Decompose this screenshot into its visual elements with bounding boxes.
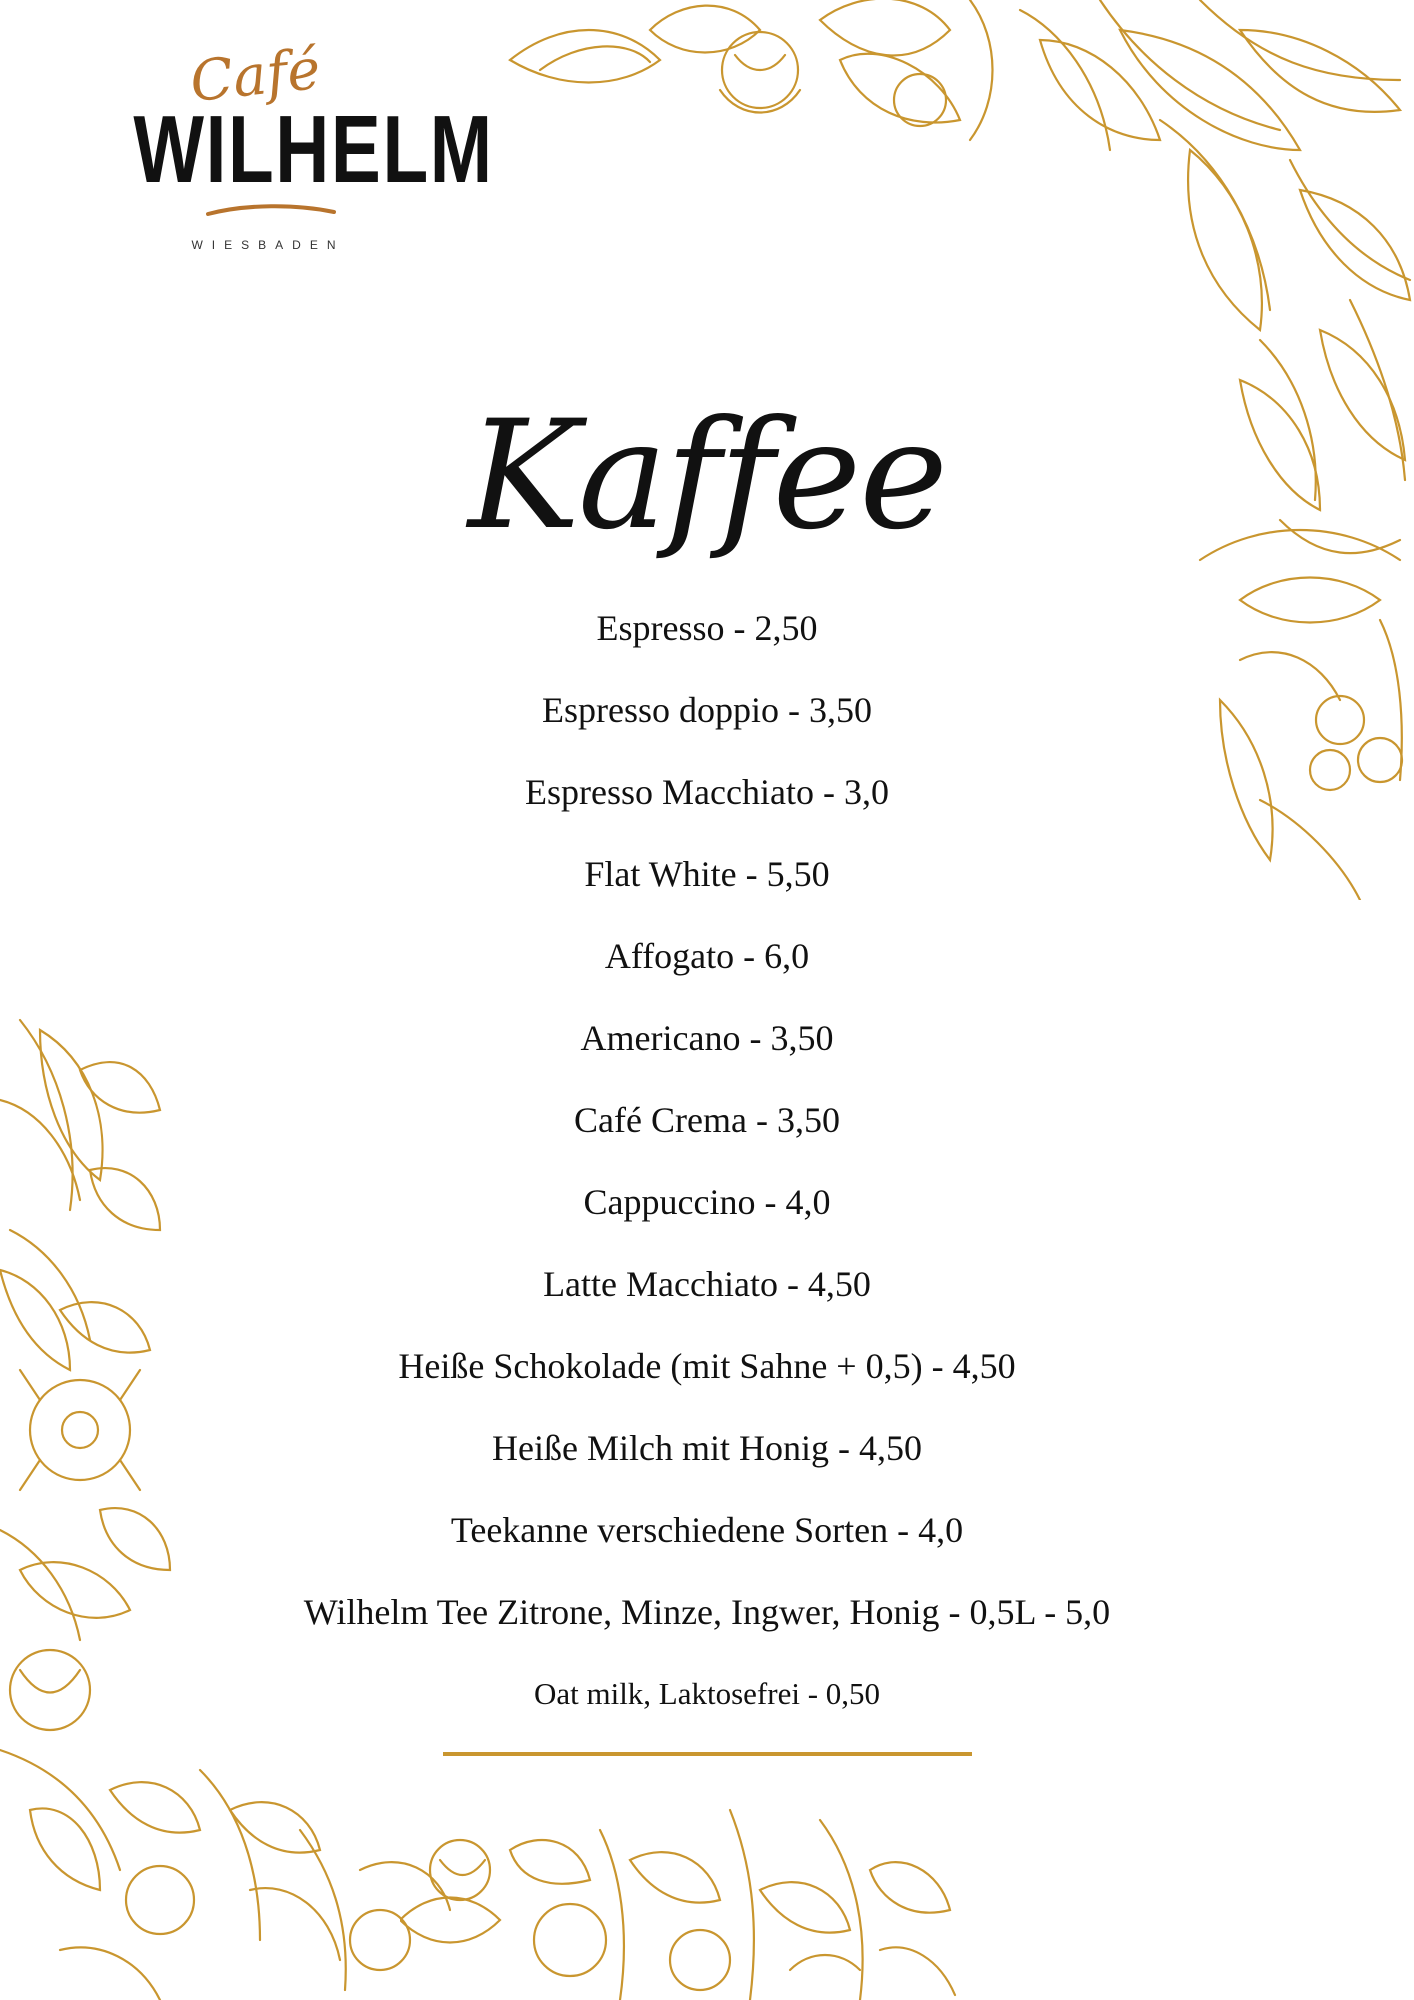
menu-item: Latte Macchiato - 4,50 [543, 1264, 871, 1304]
menu-item: Cappuccino - 4,0 [583, 1182, 831, 1222]
page-title: Kaffee [467, 388, 947, 563]
menu-item: Wilhelm Tee Zitrone, Minze, Ingwer, Honig - 0,5L - 5,0 [303, 1592, 1111, 1632]
menu-item: Café Crema - 3,50 [574, 1100, 840, 1140]
menu-item: Teekanne verschiedene Sorten - 4,0 [450, 1510, 964, 1550]
menu-item: Espresso - 2,50 [596, 608, 818, 648]
logo-swoosh-icon [206, 202, 336, 223]
menu-item: Espresso doppio - 3,50 [542, 690, 872, 730]
menu-item: Americano - 3,50 [580, 1018, 834, 1058]
menu-item: Affogato - 6,0 [604, 936, 810, 976]
menu-item: Flat White - 5,50 [584, 854, 830, 894]
floral-decoration-bottom-center [400, 1770, 960, 2000]
logo-script-text: Café [187, 36, 324, 115]
logo-name-text: WILHELM [133, 96, 494, 203]
milk-option-note: Oat milk, Laktosefrei - 0,50 [533, 1676, 881, 1711]
gold-divider-line [443, 1752, 972, 1756]
menu-item: Heiße Milch mit Honig - 4,50 [492, 1428, 922, 1468]
menu-item: Espresso Macchiato - 3,0 [525, 772, 889, 812]
cafe-wilhelm-logo [96, 36, 494, 258]
logo-city-text: WIESBADEN [191, 238, 345, 252]
menu-item: Heiße Schokolade (mit Sahne + 0,5) - 4,50 [398, 1346, 1016, 1386]
coffee-menu-list [0, 598, 1414, 1746]
